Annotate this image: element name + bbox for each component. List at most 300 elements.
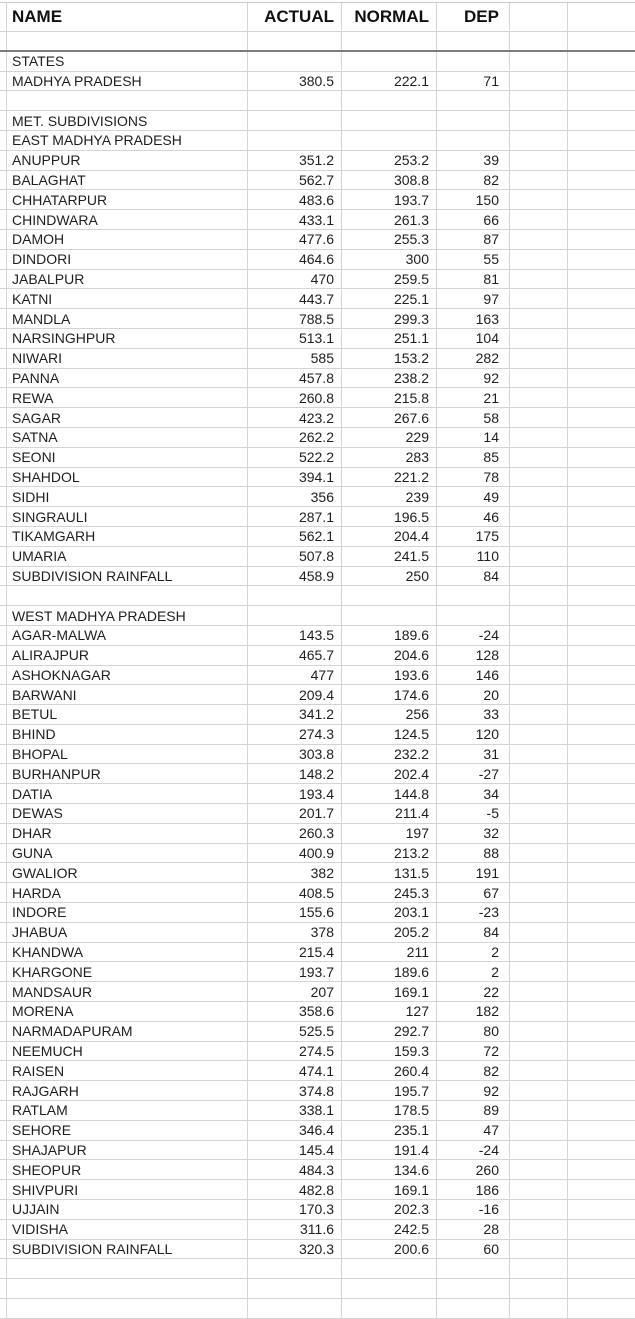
cell-normal[interactable] bbox=[342, 1279, 437, 1298]
cell-actual[interactable]: 513.1 bbox=[248, 329, 342, 348]
cell-normal[interactable]: 308.8 bbox=[342, 171, 437, 190]
cell-name[interactable]: MORENA bbox=[7, 1002, 248, 1021]
cell-left-margin[interactable] bbox=[0, 369, 7, 388]
cell-empty-1[interactable] bbox=[510, 428, 568, 447]
cell-left-margin[interactable] bbox=[0, 824, 7, 843]
cell-normal[interactable]: 189.6 bbox=[342, 962, 437, 981]
cell-left-margin[interactable] bbox=[0, 72, 7, 91]
cell-left-margin[interactable] bbox=[0, 844, 7, 863]
cell-name[interactable]: DEWAS bbox=[7, 804, 248, 823]
cell-dep[interactable]: 163 bbox=[437, 309, 510, 328]
cell-left-margin[interactable] bbox=[0, 1299, 7, 1318]
cell-actual[interactable]: 145.4 bbox=[248, 1141, 342, 1160]
cell-empty-1[interactable] bbox=[510, 685, 568, 704]
cell-normal[interactable]: 202.4 bbox=[342, 764, 437, 783]
cell-empty-2[interactable] bbox=[568, 230, 635, 249]
cell-left-margin[interactable] bbox=[0, 388, 7, 407]
cell-empty-2[interactable] bbox=[568, 764, 635, 783]
cell-dep[interactable]: 58 bbox=[437, 408, 510, 427]
cell-empty-1[interactable] bbox=[510, 725, 568, 744]
cell-dep[interactable]: 104 bbox=[437, 329, 510, 348]
cell-name[interactable]: MADHYA PRADESH bbox=[7, 72, 248, 91]
cell-normal[interactable] bbox=[342, 91, 437, 110]
cell-actual[interactable]: 262.2 bbox=[248, 428, 342, 447]
cell-dep[interactable]: 82 bbox=[437, 171, 510, 190]
cell-empty-1[interactable] bbox=[510, 388, 568, 407]
cell-actual[interactable] bbox=[248, 586, 342, 605]
cell-empty-2[interactable] bbox=[568, 1022, 635, 1041]
cell-left-margin[interactable] bbox=[0, 943, 7, 962]
cell-normal[interactable]: 153.2 bbox=[342, 349, 437, 368]
cell-name[interactable]: VIDISHA bbox=[7, 1220, 248, 1239]
cell-actual[interactable]: 394.1 bbox=[248, 468, 342, 487]
cell-dep[interactable] bbox=[437, 1299, 510, 1318]
cell-empty-2[interactable] bbox=[568, 1141, 635, 1160]
cell-empty-1[interactable] bbox=[510, 863, 568, 882]
cell-normal[interactable]: 178.5 bbox=[342, 1101, 437, 1120]
cell-dep[interactable] bbox=[437, 52, 510, 71]
cell-empty-2[interactable] bbox=[568, 1299, 635, 1318]
cell-left-margin[interactable] bbox=[0, 784, 7, 803]
cell-empty-1[interactable] bbox=[510, 1299, 568, 1318]
cell-normal[interactable] bbox=[342, 52, 437, 71]
cell-actual[interactable]: 423.2 bbox=[248, 408, 342, 427]
cell-normal[interactable]: 131.5 bbox=[342, 863, 437, 882]
cell-empty-2[interactable] bbox=[568, 962, 635, 981]
cell-normal[interactable]: 159.3 bbox=[342, 1042, 437, 1061]
cell-empty-1[interactable] bbox=[510, 369, 568, 388]
cell-actual[interactable]: 260.3 bbox=[248, 824, 342, 843]
cell-name[interactable]: SHEOPUR bbox=[7, 1160, 248, 1179]
cell-empty-2[interactable] bbox=[568, 171, 635, 190]
cell-left-margin[interactable] bbox=[0, 923, 7, 942]
cell-dep[interactable]: 110 bbox=[437, 547, 510, 566]
cell-dep[interactable]: 39 bbox=[437, 151, 510, 170]
cell-empty-1[interactable] bbox=[510, 309, 568, 328]
header-cell-empty-2[interactable] bbox=[568, 3, 635, 31]
cell-dep[interactable]: 191 bbox=[437, 863, 510, 882]
cell-left-margin[interactable] bbox=[0, 468, 7, 487]
cell-actual[interactable]: 507.8 bbox=[248, 547, 342, 566]
cell-dep[interactable]: 71 bbox=[437, 72, 510, 91]
cell-normal[interactable] bbox=[342, 131, 437, 150]
cell-empty-2[interactable] bbox=[568, 606, 635, 625]
cell-left-margin[interactable] bbox=[0, 527, 7, 546]
cell-dep[interactable]: 186 bbox=[437, 1180, 510, 1199]
cell-dep[interactable]: 175 bbox=[437, 527, 510, 546]
cell-dep[interactable]: 89 bbox=[437, 1101, 510, 1120]
cell-name[interactable]: SHIVPURI bbox=[7, 1180, 248, 1199]
cell-dep[interactable]: 66 bbox=[437, 210, 510, 229]
cell-empty-1[interactable] bbox=[510, 111, 568, 130]
cell-empty-2[interactable] bbox=[568, 289, 635, 308]
cell-dep[interactable]: 28 bbox=[437, 1220, 510, 1239]
cell-empty-1[interactable] bbox=[510, 349, 568, 368]
cell-normal[interactable]: 241.5 bbox=[342, 547, 437, 566]
cell-actual[interactable]: 303.8 bbox=[248, 745, 342, 764]
cell-normal[interactable]: 300 bbox=[342, 250, 437, 269]
cell-left-margin[interactable] bbox=[0, 804, 7, 823]
cell-empty-2[interactable] bbox=[568, 190, 635, 209]
cell-actual[interactable]: 433.1 bbox=[248, 210, 342, 229]
cell-normal[interactable]: 213.2 bbox=[342, 844, 437, 863]
cell-name[interactable]: ASHOKNAGAR bbox=[7, 666, 248, 685]
cell-left-margin[interactable] bbox=[0, 567, 7, 586]
cell-dep[interactable]: 260 bbox=[437, 1160, 510, 1179]
cell-left-margin[interactable] bbox=[0, 448, 7, 467]
cell-name[interactable] bbox=[7, 1279, 248, 1298]
cell-actual[interactable]: 474.1 bbox=[248, 1061, 342, 1080]
cell-name[interactable]: DATIA bbox=[7, 784, 248, 803]
cell-empty-1[interactable] bbox=[510, 52, 568, 71]
cell-empty-2[interactable] bbox=[568, 1240, 635, 1259]
cell-empty-2[interactable] bbox=[568, 586, 635, 605]
cell-actual[interactable]: 143.5 bbox=[248, 626, 342, 645]
cell-left-margin[interactable] bbox=[0, 91, 7, 110]
cell-actual[interactable]: 193.7 bbox=[248, 962, 342, 981]
header-cell-actual[interactable] bbox=[248, 3, 342, 31]
cell-name[interactable]: BHIND bbox=[7, 725, 248, 744]
cell-empty-1[interactable] bbox=[510, 1002, 568, 1021]
cell-name[interactable]: SAGAR bbox=[7, 408, 248, 427]
cell-empty-2[interactable] bbox=[568, 408, 635, 427]
cell-empty-2[interactable] bbox=[568, 784, 635, 803]
cell-empty-2[interactable] bbox=[568, 1061, 635, 1080]
cell-left-margin[interactable] bbox=[0, 507, 7, 526]
cell-normal[interactable]: 144.8 bbox=[342, 784, 437, 803]
cell-left-margin[interactable] bbox=[0, 547, 7, 566]
cell-actual[interactable]: 374.8 bbox=[248, 1081, 342, 1100]
cell-name[interactable]: JHABUA bbox=[7, 923, 248, 942]
cell-dep[interactable]: 33 bbox=[437, 705, 510, 724]
cell-name[interactable]: MANDSAUR bbox=[7, 982, 248, 1001]
cell-actual[interactable] bbox=[248, 32, 342, 50]
cell-dep[interactable]: 84 bbox=[437, 923, 510, 942]
cell-dep[interactable]: -16 bbox=[437, 1200, 510, 1219]
cell-left-margin[interactable] bbox=[0, 666, 7, 685]
cell-normal[interactable]: 235.1 bbox=[342, 1121, 437, 1140]
cell-dep[interactable]: -27 bbox=[437, 764, 510, 783]
cell-empty-2[interactable] bbox=[568, 1279, 635, 1298]
cell-empty-2[interactable] bbox=[568, 804, 635, 823]
cell-normal[interactable]: 283 bbox=[342, 448, 437, 467]
cell-normal[interactable]: 256 bbox=[342, 705, 437, 724]
cell-name[interactable]: SUBDIVISION RAINFALL bbox=[7, 1240, 248, 1259]
cell-actual[interactable]: 356 bbox=[248, 487, 342, 506]
cell-empty-2[interactable] bbox=[568, 349, 635, 368]
cell-left-margin[interactable] bbox=[0, 705, 7, 724]
cell-empty-1[interactable] bbox=[510, 250, 568, 269]
cell-empty-2[interactable] bbox=[568, 72, 635, 91]
cell-actual[interactable]: 260.8 bbox=[248, 388, 342, 407]
cell-empty-1[interactable] bbox=[510, 72, 568, 91]
cell-empty-2[interactable] bbox=[568, 883, 635, 902]
cell-name[interactable]: INDORE bbox=[7, 903, 248, 922]
cell-empty-1[interactable] bbox=[510, 151, 568, 170]
cell-normal[interactable]: 239 bbox=[342, 487, 437, 506]
cell-empty-2[interactable] bbox=[568, 1160, 635, 1179]
cell-name[interactable]: REWA bbox=[7, 388, 248, 407]
cell-name[interactable]: SIDHI bbox=[7, 487, 248, 506]
cell-name[interactable]: TIKAMGARH bbox=[7, 527, 248, 546]
cell-empty-1[interactable] bbox=[510, 646, 568, 665]
cell-left-margin[interactable] bbox=[0, 408, 7, 427]
cell-empty-1[interactable] bbox=[510, 230, 568, 249]
cell-actual[interactable]: 788.5 bbox=[248, 309, 342, 328]
cell-dep[interactable]: 20 bbox=[437, 685, 510, 704]
cell-dep[interactable] bbox=[437, 91, 510, 110]
cell-left-margin[interactable] bbox=[0, 1279, 7, 1298]
cell-normal[interactable]: 222.1 bbox=[342, 72, 437, 91]
cell-actual[interactable]: 457.8 bbox=[248, 369, 342, 388]
cell-empty-1[interactable] bbox=[510, 1101, 568, 1120]
cell-empty-2[interactable] bbox=[568, 131, 635, 150]
cell-normal[interactable]: 191.4 bbox=[342, 1141, 437, 1160]
cell-left-margin[interactable] bbox=[0, 1259, 7, 1278]
header-cell-left-partial[interactable] bbox=[0, 3, 7, 31]
cell-dep[interactable]: -23 bbox=[437, 903, 510, 922]
cell-normal[interactable]: 134.6 bbox=[342, 1160, 437, 1179]
cell-name[interactable]: BALAGHAT bbox=[7, 171, 248, 190]
cell-name[interactable]: BURHANPUR bbox=[7, 764, 248, 783]
cell-left-margin[interactable] bbox=[0, 210, 7, 229]
cell-actual[interactable]: 380.5 bbox=[248, 72, 342, 91]
cell-dep[interactable]: 55 bbox=[437, 250, 510, 269]
cell-empty-2[interactable] bbox=[568, 685, 635, 704]
cell-left-margin[interactable] bbox=[0, 1042, 7, 1061]
cell-actual[interactable]: 193.4 bbox=[248, 784, 342, 803]
cell-left-margin[interactable] bbox=[0, 903, 7, 922]
cell-actual[interactable]: 338.1 bbox=[248, 1101, 342, 1120]
cell-normal[interactable]: 203.1 bbox=[342, 903, 437, 922]
cell-left-margin[interactable] bbox=[0, 428, 7, 447]
cell-actual[interactable]: 341.2 bbox=[248, 705, 342, 724]
cell-left-margin[interactable] bbox=[0, 982, 7, 1001]
cell-empty-2[interactable] bbox=[568, 903, 635, 922]
cell-actual[interactable]: 465.7 bbox=[248, 646, 342, 665]
cell-left-margin[interactable] bbox=[0, 487, 7, 506]
cell-name[interactable]: PANNA bbox=[7, 369, 248, 388]
cell-actual[interactable]: 585 bbox=[248, 349, 342, 368]
cell-empty-2[interactable] bbox=[568, 567, 635, 586]
cell-empty-1[interactable] bbox=[510, 210, 568, 229]
cell-normal[interactable] bbox=[342, 1299, 437, 1318]
cell-left-margin[interactable] bbox=[0, 349, 7, 368]
cell-left-margin[interactable] bbox=[0, 685, 7, 704]
cell-name[interactable]: SEONI bbox=[7, 448, 248, 467]
cell-left-margin[interactable] bbox=[0, 1200, 7, 1219]
cell-empty-2[interactable] bbox=[568, 824, 635, 843]
cell-dep[interactable]: 92 bbox=[437, 1081, 510, 1100]
cell-normal[interactable]: 124.5 bbox=[342, 725, 437, 744]
cell-name[interactable]: BETUL bbox=[7, 705, 248, 724]
cell-empty-1[interactable] bbox=[510, 1240, 568, 1259]
cell-actual[interactable] bbox=[248, 52, 342, 71]
cell-left-margin[interactable] bbox=[0, 1002, 7, 1021]
cell-normal[interactable]: 127 bbox=[342, 1002, 437, 1021]
cell-left-margin[interactable] bbox=[0, 250, 7, 269]
cell-empty-1[interactable] bbox=[510, 962, 568, 981]
cell-normal[interactable]: 193.6 bbox=[342, 666, 437, 685]
cell-empty-1[interactable] bbox=[510, 1259, 568, 1278]
cell-left-margin[interactable] bbox=[0, 962, 7, 981]
cell-empty-1[interactable] bbox=[510, 1061, 568, 1080]
cell-empty-2[interactable] bbox=[568, 705, 635, 724]
cell-left-margin[interactable] bbox=[0, 1160, 7, 1179]
cell-empty-1[interactable] bbox=[510, 448, 568, 467]
cell-left-margin[interactable] bbox=[0, 764, 7, 783]
cell-name[interactable]: ANUPPUR bbox=[7, 151, 248, 170]
cell-left-margin[interactable] bbox=[0, 230, 7, 249]
cell-actual[interactable]: 358.6 bbox=[248, 1002, 342, 1021]
cell-empty-2[interactable] bbox=[568, 448, 635, 467]
cell-empty-1[interactable] bbox=[510, 586, 568, 605]
cell-empty-1[interactable] bbox=[510, 131, 568, 150]
header-cell-dep[interactable] bbox=[437, 3, 510, 31]
cell-actual[interactable]: 155.6 bbox=[248, 903, 342, 922]
cell-dep[interactable]: 282 bbox=[437, 349, 510, 368]
cell-dep[interactable]: 14 bbox=[437, 428, 510, 447]
cell-normal[interactable] bbox=[342, 32, 437, 50]
cell-empty-1[interactable] bbox=[510, 1141, 568, 1160]
cell-name[interactable]: AGAR-MALWA bbox=[7, 626, 248, 645]
cell-empty-2[interactable] bbox=[568, 32, 635, 50]
cell-actual[interactable]: 320.3 bbox=[248, 1240, 342, 1259]
cell-left-margin[interactable] bbox=[0, 1240, 7, 1259]
cell-left-margin[interactable] bbox=[0, 52, 7, 71]
cell-name[interactable]: GUNA bbox=[7, 844, 248, 863]
cell-actual[interactable]: 400.9 bbox=[248, 844, 342, 863]
cell-normal[interactable]: 299.3 bbox=[342, 309, 437, 328]
cell-actual[interactable]: 484.3 bbox=[248, 1160, 342, 1179]
cell-dep[interactable]: 21 bbox=[437, 388, 510, 407]
cell-dep[interactable]: -5 bbox=[437, 804, 510, 823]
cell-normal[interactable]: 260.4 bbox=[342, 1061, 437, 1080]
cell-empty-1[interactable] bbox=[510, 468, 568, 487]
cell-empty-1[interactable] bbox=[510, 943, 568, 962]
cell-normal[interactable]: 211.4 bbox=[342, 804, 437, 823]
cell-name[interactable]: DAMOH bbox=[7, 230, 248, 249]
cell-left-margin[interactable] bbox=[0, 626, 7, 645]
cell-name[interactable] bbox=[7, 91, 248, 110]
cell-empty-1[interactable] bbox=[510, 408, 568, 427]
cell-dep[interactable]: 22 bbox=[437, 982, 510, 1001]
cell-empty-1[interactable] bbox=[510, 1081, 568, 1100]
cell-dep[interactable] bbox=[437, 1279, 510, 1298]
cell-actual[interactable]: 382 bbox=[248, 863, 342, 882]
cell-normal[interactable]: 250 bbox=[342, 567, 437, 586]
cell-actual[interactable]: 287.1 bbox=[248, 507, 342, 526]
cell-actual[interactable]: 351.2 bbox=[248, 151, 342, 170]
cell-normal[interactable]: 202.3 bbox=[342, 1200, 437, 1219]
cell-empty-1[interactable] bbox=[510, 844, 568, 863]
cell-actual[interactable]: 562.7 bbox=[248, 171, 342, 190]
cell-name[interactable]: UMARIA bbox=[7, 547, 248, 566]
cell-empty-2[interactable] bbox=[568, 745, 635, 764]
cell-normal[interactable]: 211 bbox=[342, 943, 437, 962]
cell-actual[interactable]: 477.6 bbox=[248, 230, 342, 249]
cell-empty-1[interactable] bbox=[510, 171, 568, 190]
cell-actual[interactable]: 201.7 bbox=[248, 804, 342, 823]
cell-dep[interactable]: 146 bbox=[437, 666, 510, 685]
cell-normal[interactable]: 204.6 bbox=[342, 646, 437, 665]
cell-empty-1[interactable] bbox=[510, 1180, 568, 1199]
cell-empty-2[interactable] bbox=[568, 1081, 635, 1100]
cell-empty-1[interactable] bbox=[510, 606, 568, 625]
cell-dep[interactable]: 128 bbox=[437, 646, 510, 665]
cell-empty-1[interactable] bbox=[510, 507, 568, 526]
cell-normal[interactable] bbox=[342, 1259, 437, 1278]
cell-name[interactable]: RAISEN bbox=[7, 1061, 248, 1080]
cell-actual[interactable]: 209.4 bbox=[248, 685, 342, 704]
cell-dep[interactable] bbox=[437, 32, 510, 50]
cell-empty-2[interactable] bbox=[568, 725, 635, 744]
cell-actual[interactable] bbox=[248, 1259, 342, 1278]
cell-empty-1[interactable] bbox=[510, 1200, 568, 1219]
cell-normal[interactable]: 196.5 bbox=[342, 507, 437, 526]
cell-normal[interactable]: 197 bbox=[342, 824, 437, 843]
cell-empty-2[interactable] bbox=[568, 111, 635, 130]
cell-dep[interactable] bbox=[437, 606, 510, 625]
cell-name[interactable]: UJJAIN bbox=[7, 1200, 248, 1219]
cell-name[interactable]: SATNA bbox=[7, 428, 248, 447]
cell-name[interactable]: NEEMUCH bbox=[7, 1042, 248, 1061]
header-cell-name[interactable] bbox=[7, 3, 248, 31]
cell-left-margin[interactable] bbox=[0, 111, 7, 130]
cell-normal[interactable]: 204.4 bbox=[342, 527, 437, 546]
cell-empty-2[interactable] bbox=[568, 982, 635, 1001]
cell-left-margin[interactable] bbox=[0, 745, 7, 764]
cell-left-margin[interactable] bbox=[0, 1220, 7, 1239]
cell-empty-1[interactable] bbox=[510, 1279, 568, 1298]
cell-actual[interactable]: 170.3 bbox=[248, 1200, 342, 1219]
cell-dep[interactable]: 85 bbox=[437, 448, 510, 467]
cell-normal[interactable] bbox=[342, 586, 437, 605]
cell-name[interactable]: BARWANI bbox=[7, 685, 248, 704]
cell-empty-2[interactable] bbox=[568, 329, 635, 348]
cell-actual[interactable]: 443.7 bbox=[248, 289, 342, 308]
cell-left-margin[interactable] bbox=[0, 883, 7, 902]
cell-normal[interactable]: 259.5 bbox=[342, 270, 437, 289]
cell-dep[interactable] bbox=[437, 586, 510, 605]
cell-actual[interactable]: 470 bbox=[248, 270, 342, 289]
cell-actual[interactable]: 311.6 bbox=[248, 1220, 342, 1239]
cell-normal[interactable]: 253.2 bbox=[342, 151, 437, 170]
cell-empty-1[interactable] bbox=[510, 626, 568, 645]
cell-dep[interactable]: 84 bbox=[437, 567, 510, 586]
cell-empty-2[interactable] bbox=[568, 646, 635, 665]
cell-dep[interactable]: 34 bbox=[437, 784, 510, 803]
cell-actual[interactable]: 522.2 bbox=[248, 448, 342, 467]
cell-dep[interactable]: 81 bbox=[437, 270, 510, 289]
cell-actual[interactable]: 562.1 bbox=[248, 527, 342, 546]
cell-normal[interactable]: 261.3 bbox=[342, 210, 437, 229]
cell-actual[interactable]: 482.8 bbox=[248, 1180, 342, 1199]
cell-name[interactable]: BHOPAL bbox=[7, 745, 248, 764]
cell-left-margin[interactable] bbox=[0, 1101, 7, 1120]
cell-empty-1[interactable] bbox=[510, 666, 568, 685]
cell-dep[interactable] bbox=[437, 1259, 510, 1278]
cell-empty-2[interactable] bbox=[568, 210, 635, 229]
cell-dep[interactable]: 82 bbox=[437, 1061, 510, 1080]
cell-dep[interactable]: 150 bbox=[437, 190, 510, 209]
cell-normal[interactable]: 195.7 bbox=[342, 1081, 437, 1100]
cell-name[interactable]: DINDORI bbox=[7, 250, 248, 269]
cell-dep[interactable]: 2 bbox=[437, 962, 510, 981]
cell-normal[interactable]: 225.1 bbox=[342, 289, 437, 308]
cell-left-margin[interactable] bbox=[0, 289, 7, 308]
cell-left-margin[interactable] bbox=[0, 190, 7, 209]
